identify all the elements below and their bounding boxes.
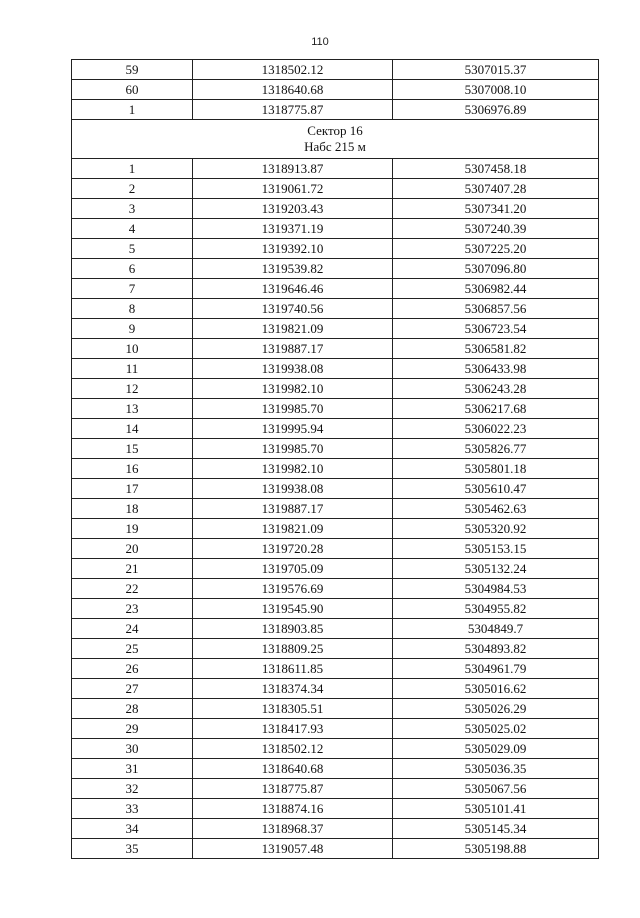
table-row xyxy=(72,639,599,659)
point-number-cell: 5 xyxy=(72,239,193,259)
point-number-cell: 24 xyxy=(72,619,193,639)
x-coordinate-cell: 1319985.70 xyxy=(193,399,393,419)
y-coordinate-cell: 5307407.28 xyxy=(393,179,599,199)
point-number-cell: 21 xyxy=(72,559,193,579)
y-coordinate-cell: 5304893.82 xyxy=(393,639,599,659)
x-coordinate-cell: 1318502.12 xyxy=(193,739,393,759)
y-coordinate-cell: 5306243.28 xyxy=(393,379,599,399)
y-coordinate-cell: 5305462.63 xyxy=(393,499,599,519)
table-row xyxy=(72,359,599,379)
x-coordinate-cell: 1318874.16 xyxy=(193,799,393,819)
table-row xyxy=(72,519,599,539)
point-number-cell: 15 xyxy=(72,439,193,459)
y-coordinate-cell: 5305101.41 xyxy=(393,799,599,819)
point-number-cell: 35 xyxy=(72,839,193,859)
y-coordinate-cell: 5305153.15 xyxy=(393,539,599,559)
y-coordinate-cell: 5305132.24 xyxy=(393,559,599,579)
point-number-cell: 18 xyxy=(72,499,193,519)
x-coordinate-cell: 1318903.85 xyxy=(193,619,393,639)
y-coordinate-cell: 5305198.88 xyxy=(393,839,599,859)
y-coordinate-cell: 5307225.20 xyxy=(393,239,599,259)
x-coordinate-cell: 1318374.34 xyxy=(193,679,393,699)
point-number-cell: 19 xyxy=(72,519,193,539)
table-row xyxy=(72,759,599,779)
point-number-cell: 28 xyxy=(72,699,193,719)
y-coordinate-cell: 5307096.80 xyxy=(393,259,599,279)
y-coordinate-cell: 5304955.82 xyxy=(393,599,599,619)
point-number-cell: 2 xyxy=(72,179,193,199)
x-coordinate-cell: 1318640.68 xyxy=(193,80,393,100)
table-body-before xyxy=(72,60,599,120)
x-coordinate-cell: 1319057.48 xyxy=(193,839,393,859)
point-number-cell: 23 xyxy=(72,599,193,619)
y-coordinate-cell: 5304849.7 xyxy=(393,619,599,639)
x-coordinate-cell: 1319061.72 xyxy=(193,179,393,199)
point-number-cell: 27 xyxy=(72,679,193,699)
x-coordinate-cell: 1319705.09 xyxy=(193,559,393,579)
x-coordinate-cell: 1319982.10 xyxy=(193,459,393,479)
point-number-cell: 9 xyxy=(72,319,193,339)
table-body-after xyxy=(72,159,599,859)
table-row xyxy=(72,299,599,319)
point-number-cell: 59 xyxy=(72,60,193,80)
table-row xyxy=(72,659,599,679)
table-row xyxy=(72,619,599,639)
table-row xyxy=(72,419,599,439)
table-row xyxy=(72,559,599,579)
section-header-body xyxy=(72,120,599,159)
point-number-cell: 7 xyxy=(72,279,193,299)
table-row xyxy=(72,319,599,339)
point-number-cell: 34 xyxy=(72,819,193,839)
table-row xyxy=(72,239,599,259)
x-coordinate-cell: 1318968.37 xyxy=(193,819,393,839)
y-coordinate-cell: 5307240.39 xyxy=(393,219,599,239)
y-coordinate-cell: 5306433.98 xyxy=(393,359,599,379)
table-row xyxy=(72,259,599,279)
x-coordinate-cell: 1318775.87 xyxy=(193,779,393,799)
point-number-cell: 31 xyxy=(72,759,193,779)
y-coordinate-cell: 5306022.23 xyxy=(393,419,599,439)
point-number-cell: 17 xyxy=(72,479,193,499)
table-row xyxy=(72,399,599,419)
y-coordinate-cell: 5305320.92 xyxy=(393,519,599,539)
y-coordinate-cell: 5305067.56 xyxy=(393,779,599,799)
point-number-cell: 13 xyxy=(72,399,193,419)
table-row xyxy=(72,379,599,399)
y-coordinate-cell: 5304961.79 xyxy=(393,659,599,679)
point-number-cell: 33 xyxy=(72,799,193,819)
point-number-cell: 11 xyxy=(72,359,193,379)
x-coordinate-cell: 1318640.68 xyxy=(193,759,393,779)
x-coordinate-cell: 1318809.25 xyxy=(193,639,393,659)
y-coordinate-cell: 5307458.18 xyxy=(393,159,599,179)
x-coordinate-cell: 1318775.87 xyxy=(193,100,393,120)
table-row xyxy=(72,539,599,559)
point-number-cell: 26 xyxy=(72,659,193,679)
table-row xyxy=(72,459,599,479)
table-row xyxy=(72,739,599,759)
table-row xyxy=(72,199,599,219)
table-row xyxy=(72,100,599,120)
point-number-cell: 14 xyxy=(72,419,193,439)
y-coordinate-cell: 5305016.62 xyxy=(393,679,599,699)
x-coordinate-cell: 1319887.17 xyxy=(193,499,393,519)
x-coordinate-cell: 1318611.85 xyxy=(193,659,393,679)
x-coordinate-cell: 1319545.90 xyxy=(193,599,393,619)
y-coordinate-cell: 5306217.68 xyxy=(393,399,599,419)
y-coordinate-cell: 5306723.54 xyxy=(393,319,599,339)
table-row xyxy=(72,219,599,239)
y-coordinate-cell: 5305145.34 xyxy=(393,819,599,839)
table-row xyxy=(72,579,599,599)
y-coordinate-cell: 5307341.20 xyxy=(393,199,599,219)
table-row xyxy=(72,679,599,699)
y-coordinate-cell: 5307008.10 xyxy=(393,80,599,100)
point-number-cell: 1 xyxy=(72,159,193,179)
y-coordinate-cell: 5305036.35 xyxy=(393,759,599,779)
table-row xyxy=(72,80,599,100)
x-coordinate-cell: 1318417.93 xyxy=(193,719,393,739)
page-number: 110 xyxy=(311,36,329,48)
x-coordinate-cell: 1318305.51 xyxy=(193,699,393,719)
table-row xyxy=(72,699,599,719)
x-coordinate-cell: 1318502.12 xyxy=(193,60,393,80)
table-row xyxy=(72,60,599,80)
table-row xyxy=(72,799,599,819)
point-number-cell: 32 xyxy=(72,779,193,799)
x-coordinate-cell: 1319995.94 xyxy=(193,419,393,439)
x-coordinate-cell: 1318913.87 xyxy=(193,159,393,179)
point-number-cell: 25 xyxy=(72,639,193,659)
point-number-cell: 3 xyxy=(72,199,193,219)
y-coordinate-cell: 5307015.37 xyxy=(393,60,599,80)
table-row xyxy=(72,779,599,799)
table-row xyxy=(72,599,599,619)
table-row xyxy=(72,839,599,859)
x-coordinate-cell: 1319646.46 xyxy=(193,279,393,299)
point-number-cell: 60 xyxy=(72,80,193,100)
x-coordinate-cell: 1319371.19 xyxy=(193,219,393,239)
point-number-cell: 20 xyxy=(72,539,193,559)
x-coordinate-cell: 1319938.08 xyxy=(193,359,393,379)
x-coordinate-cell: 1319982.10 xyxy=(193,379,393,399)
table-row xyxy=(72,439,599,459)
point-number-cell: 8 xyxy=(72,299,193,319)
table-row xyxy=(72,279,599,299)
x-coordinate-cell: 1319938.08 xyxy=(193,479,393,499)
point-number-cell: 10 xyxy=(72,339,193,359)
x-coordinate-cell: 1319392.10 xyxy=(193,239,393,259)
x-coordinate-cell: 1319539.82 xyxy=(193,259,393,279)
x-coordinate-cell: 1319203.43 xyxy=(193,199,393,219)
point-number-cell: 29 xyxy=(72,719,193,739)
point-number-cell: 1 xyxy=(72,100,193,120)
section-header-row xyxy=(72,120,599,159)
x-coordinate-cell: 1319985.70 xyxy=(193,439,393,459)
point-number-cell: 12 xyxy=(72,379,193,399)
table-row xyxy=(72,719,599,739)
table-row xyxy=(72,159,599,179)
y-coordinate-cell: 5306857.56 xyxy=(393,299,599,319)
y-coordinate-cell: 5305029.09 xyxy=(393,739,599,759)
point-number-cell: 30 xyxy=(72,739,193,759)
x-coordinate-cell: 1319720.28 xyxy=(193,539,393,559)
point-number-cell: 22 xyxy=(72,579,193,599)
y-coordinate-cell: 5305801.18 xyxy=(393,459,599,479)
table-row xyxy=(72,819,599,839)
x-coordinate-cell: 1319740.56 xyxy=(193,299,393,319)
y-coordinate-cell: 5305826.77 xyxy=(393,439,599,459)
y-coordinate-cell: 5305026.29 xyxy=(393,699,599,719)
table-row xyxy=(72,339,599,359)
y-coordinate-cell: 5304984.53 xyxy=(393,579,599,599)
table-row xyxy=(72,499,599,519)
point-number-cell: 4 xyxy=(72,219,193,239)
x-coordinate-cell: 1319821.09 xyxy=(193,519,393,539)
x-coordinate-cell: 1319576.69 xyxy=(193,579,393,599)
table-row xyxy=(72,479,599,499)
coordinates-table xyxy=(71,59,599,859)
y-coordinate-cell: 5306976.89 xyxy=(393,100,599,120)
x-coordinate-cell: 1319887.17 xyxy=(193,339,393,359)
x-coordinate-cell: 1319821.09 xyxy=(193,319,393,339)
section-title: Сектор 16 xyxy=(307,123,363,138)
section-header-cell xyxy=(72,120,599,159)
point-number-cell: 16 xyxy=(72,459,193,479)
y-coordinate-cell: 5305025.02 xyxy=(393,719,599,739)
y-coordinate-cell: 5306982.44 xyxy=(393,279,599,299)
table-row xyxy=(72,179,599,199)
y-coordinate-cell: 5306581.82 xyxy=(393,339,599,359)
y-coordinate-cell: 5305610.47 xyxy=(393,479,599,499)
section-subtitle: Набс 215 м xyxy=(304,139,366,154)
point-number-cell: 6 xyxy=(72,259,193,279)
